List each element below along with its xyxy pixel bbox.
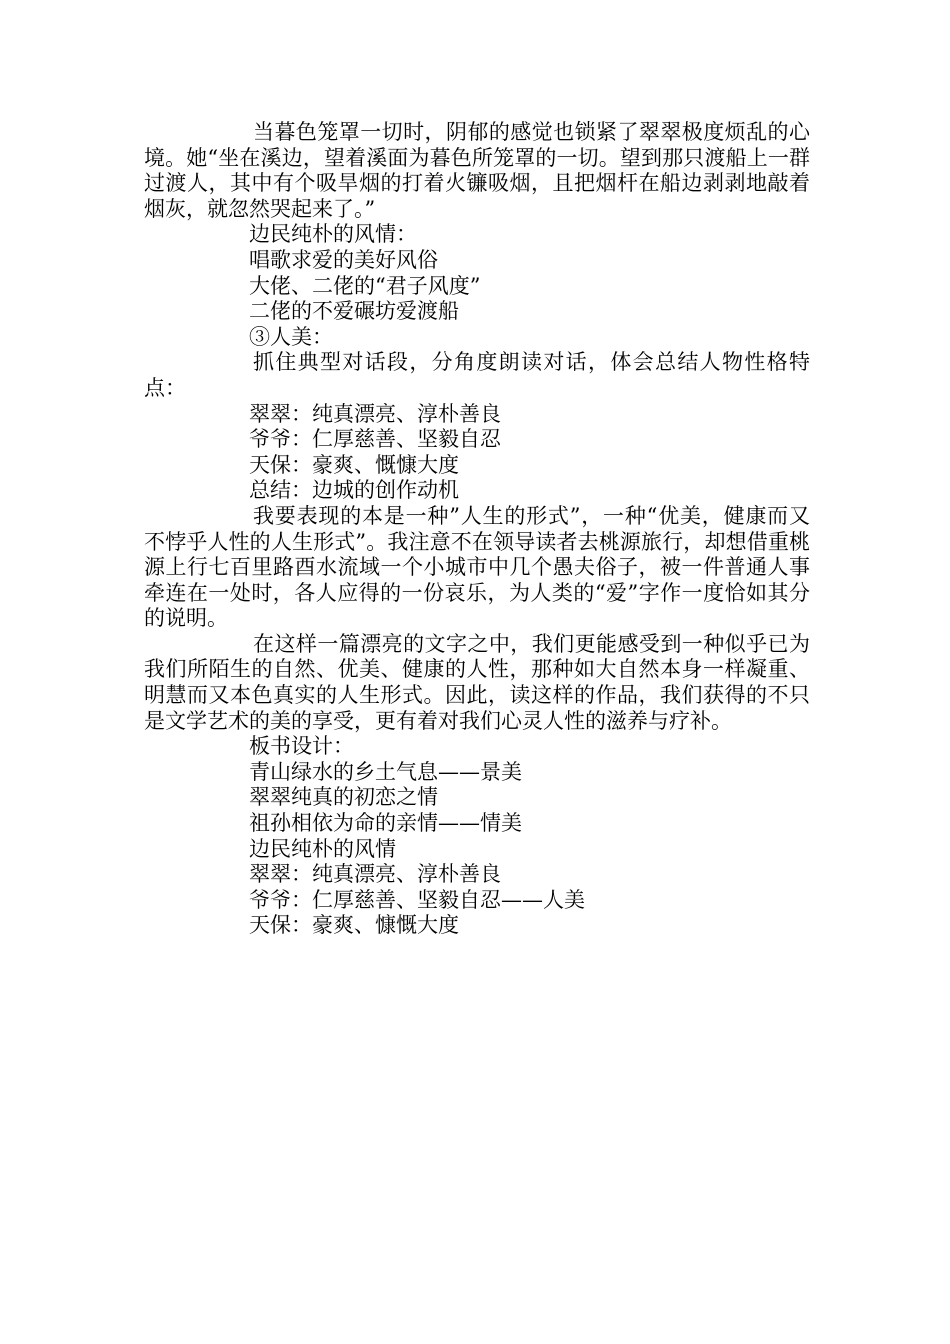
paragraph-reflection: 在这样一篇漂亮的文字之中，我们更能感受到一种似乎已为我们所陌生的自然、优美、健康的人性，那种如大自然本身一样凝重、明慧而又本色真实的人生形式。因此，读这样的作品，我们获得的不只是文学艺术的美的享受，更有着对我们心灵人性的滋养与疗补。 xyxy=(144,631,810,733)
line-people-beauty-heading: ③人美： xyxy=(249,324,333,349)
line-board-grandpa: 爷爷：仁厚慈善、坚毅自忍——人美 xyxy=(249,887,585,912)
line-summary-motive: 总结：边城的创作动机 xyxy=(249,478,459,503)
line-board-cuicui: 翠翠：纯真漂亮、淳朴善良 xyxy=(249,862,501,887)
line-tianbao-traits: 天保：豪爽、慨慷大度 xyxy=(249,452,459,477)
paragraph-dusk: 当暮色笼罩一切时，阴郁的感觉也锁紧了翠翠极度烦乱的心境。她“坐在溪边，望着溪面为暮色所笼罩的一切。望到那只渡船上一群过渡人，其中有个吸旱烟的打着火镰吸烟，且把烟杆在船边剥剥地敲着烟灰，就忽然哭起来了。” xyxy=(144,120,810,221)
paragraph-author-quote: 我要表现的本是一种”人生的形式”，一种“优美，健康而又不悖乎人性的人生形式”。我注意不在领导读者去桃源旅行，却想借重桃源上行七百里路酉水流域一个小城市中几个愚夫俗子，被一件普通人事牵连在一处时，各人应得的一份哀乐，为人类的“爱”字作一度恰如其分的说明。 xyxy=(144,503,810,631)
document-body xyxy=(144,120,810,939)
line-singing-courtship: 唱歌求爱的美好风俗 xyxy=(249,247,438,272)
line-board-design-heading: 板书设计： xyxy=(249,734,354,759)
line-board-first-love: 翠翠纯真的初恋之情 xyxy=(249,785,438,810)
line-folk-customs-heading: 边民纯朴的风情： xyxy=(249,222,417,247)
line-gentleman-manner: 大佬、二佬的“君子风度” xyxy=(249,273,481,298)
line-grandpa-traits: 爷爷：仁厚慈善、坚毅自忍 xyxy=(249,427,501,452)
line-board-scenery: 青山绿水的乡土气息——景美 xyxy=(249,759,522,784)
line-ferry-over-mill: 二佬的不爱碾坊爱渡船 xyxy=(249,299,459,324)
line-board-folk-customs: 边民纯朴的风情 xyxy=(249,836,396,861)
paragraph-dialogue-reading: 抓住典型对话段，分角度朗读对话，体会总结人物性格特点： xyxy=(144,350,810,400)
line-board-family-love: 祖孙相依为命的亲情——情美 xyxy=(249,811,522,836)
line-cuicui-traits: 翠翠：纯真漂亮、淳朴善良 xyxy=(249,401,501,426)
line-board-tianbao: 天保：豪爽、慷慨大度 xyxy=(249,913,459,938)
